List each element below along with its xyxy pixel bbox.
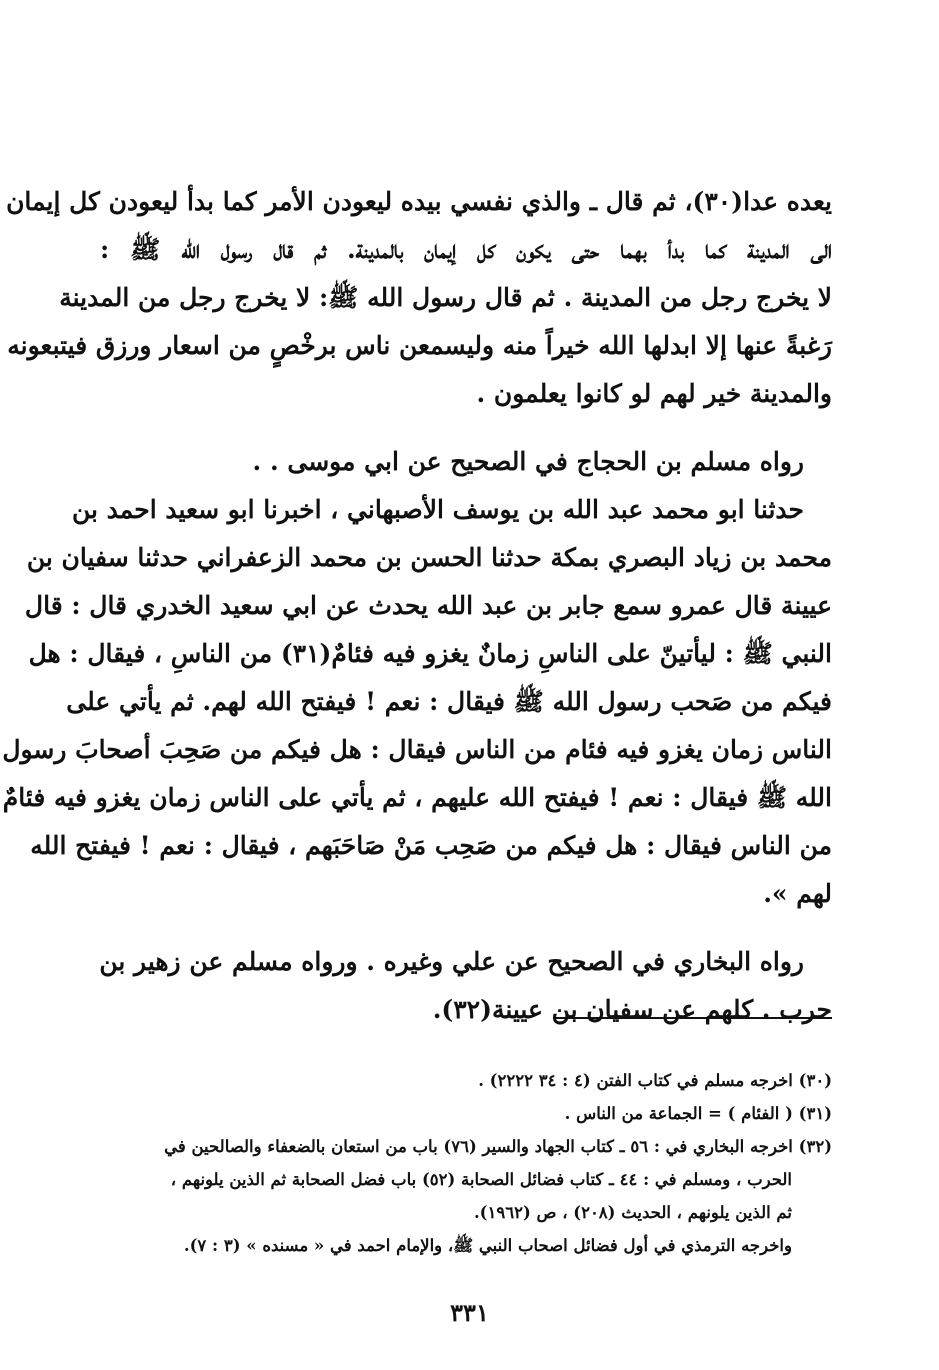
page-number: ٣٣١ [450, 1298, 489, 1327]
footnote-32: (٣٢) اخرجه البخاري في : ٥٦ ـ كتاب الجهاد والسير (٧٦) باب من استعان بالضعفاء والصالحين في [164, 1137, 832, 1156]
paragraph-3 [2, 486, 832, 918]
text-line: محمد بن زياد البصري بمكة حدثنا الحسن بن محمد الزعفراني حدثنا سفيان بن [26, 543, 832, 572]
footnote-32-continued: الحرب ، ومسلم في : ٤٤ ـ كتاب فضائل الصحابة (٥٢) باب فضل الصحابة ثم الذين يلونهم ، [170, 1170, 792, 1189]
text-line: النبي ﷺ : ليأتينّ على الناسِ زمانٌ يغزو فيه فئامٌ(٣١) من الناسِ ، فيقال : هل [28, 639, 832, 668]
paragraph-2 [100, 438, 832, 486]
text-line: الناس زمان يغزو فيه فئام من الناس فيقال : هل فيكم من صَحِبَ أصحابَ رسول [2, 735, 832, 764]
footnote-separator [556, 1017, 832, 1019]
text-line: يعده عدا(٣٠)، ثم قال ـ والذي نفسي بيده ليعودن الأمر كما بدأ ليعودن كل إيمان [6, 187, 832, 216]
main-text [2, 178, 832, 1034]
text-line: رواه مسلم بن الحجاج في الصحيح عن ابي موسى . . [252, 447, 804, 476]
footnote-32-continued: ثم الذين يلونهم ، الحديث (٢٠٨) ، ص (١٩٦٢). [473, 1203, 792, 1222]
paragraph-4 [100, 938, 832, 1034]
text-line: رواه البخاري في الصحيح عن علي وغيره . ورواه مسلم عن زهير بن [99, 947, 804, 976]
text-line: رَغبةً عنها إلا ابدلها الله خيراً منه وليسمعن ناس برخْصٍ من اسعار ورزق فيتبعونه [7, 331, 832, 360]
paragraph-1 [6, 178, 832, 418]
text-line: والمدينة خير لهم لو كانوا يعلمون . [476, 379, 832, 408]
footnotes [100, 1064, 832, 1262]
text-line: لا يخرج رجل من المدينة . ثم قال رسول الله ﷺ: لا يخرج رجل من المدينة [59, 283, 832, 312]
text-line: فيكم من صَحب رسول الله ﷺ فيقال : نعم ! فيفتح الله لهم. ثم يأتي على [66, 687, 832, 716]
paragraph-gap [100, 918, 832, 938]
text-line: لهم ». [763, 879, 832, 908]
text-line: من الناس فيقال : هل فيكم من صَحِب مَنْ صَاحَبَهم ، فيقال : نعم ! فيفتح الله [30, 831, 832, 860]
text-line: عيينة قال عمرو سمع جابر بن عبد الله يحدث عن ابي سعيد الخدري قال : قال [24, 591, 832, 620]
paragraph-gap [100, 418, 832, 438]
footnote-32-continued: واخرجه الترمذي في أول فضائل اصحاب النبي ﷺ، والإمام احمد في « مسنده » (٣ : ٧). [183, 1236, 792, 1255]
text-line: الله ﷺ فيقال : نعم ! فيفتح الله عليهم ، ثم يأتي على الناس زمان يغزو فيه فئامٌ [2, 783, 832, 812]
footnote-30: (٣٠) اخرجه مسلم في كتاب الفتن (٤ : ٣٤ ٢٢٢٢) . [478, 1071, 832, 1090]
text-line: حدثنا ابو محمد عبد الله بن يوسف الأصبهاني ، اخبرنا ابو سعيد احمد بن [71, 495, 804, 524]
text-line: الى المدينة كما بدأ بهما حتى يكون كل إيمان بالمدينة. ثم قال رسول الله ﷺ : [100, 235, 832, 264]
text-line: حرب . كلهم عن سفيان بن عيينة(٣٢). [432, 995, 832, 1024]
footnote-31: (٣١) ( الفئام ) = الجماعة من الناس . [564, 1104, 832, 1123]
